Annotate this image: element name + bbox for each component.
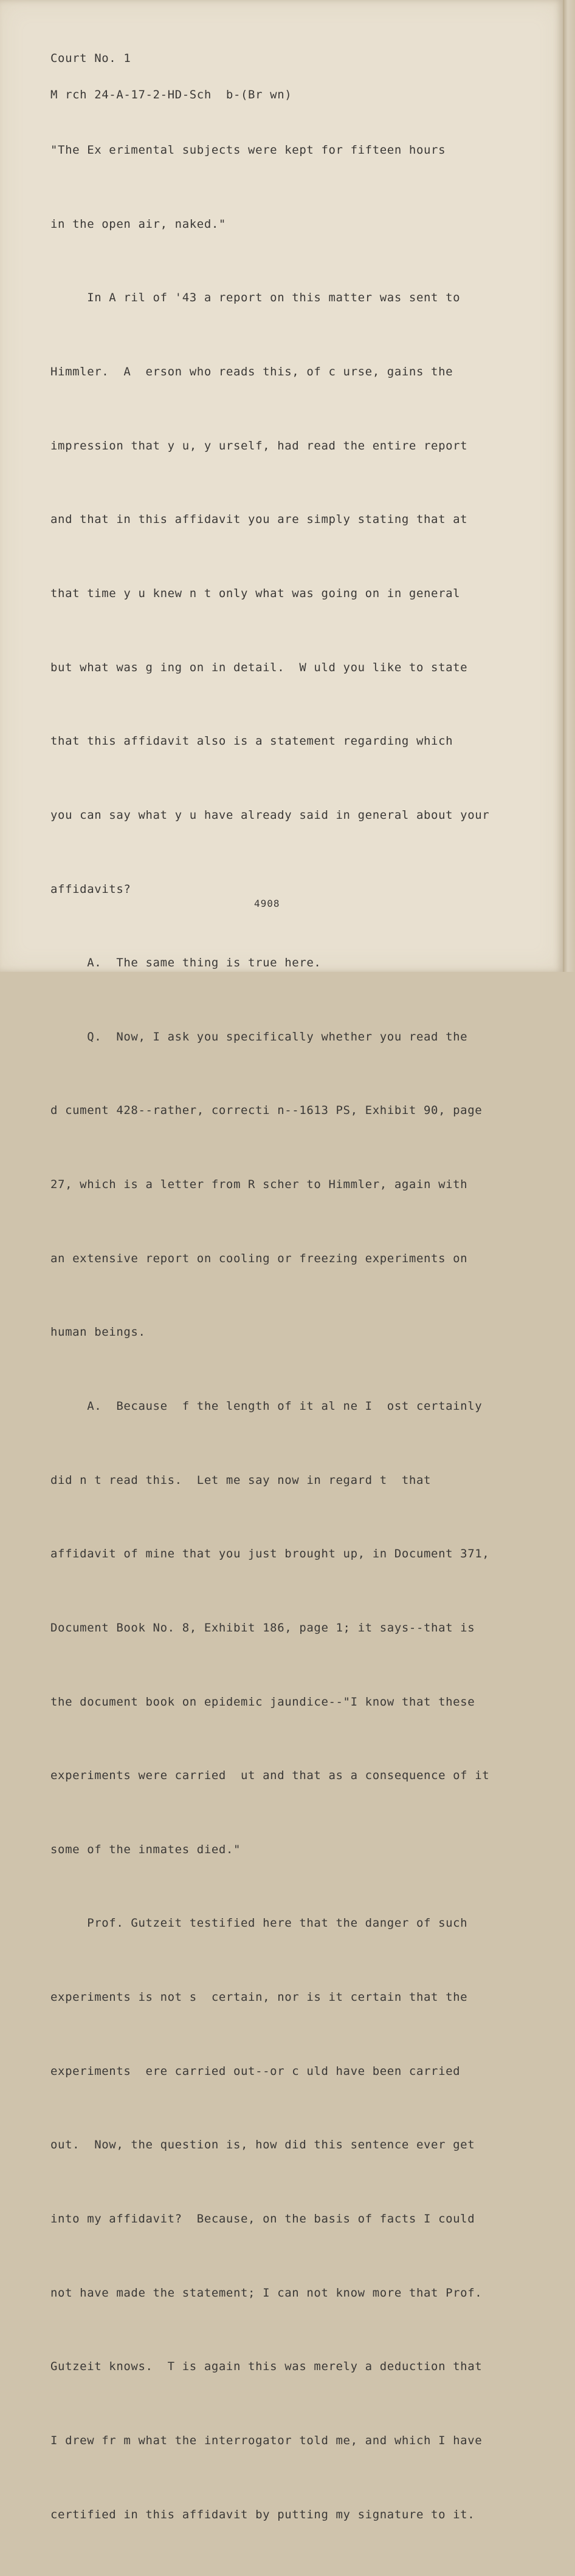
transcript-line: human beings. (50, 1325, 146, 1339)
transcript-line: Gutzeit knows. T is again this was merely a deduction that (50, 2360, 483, 2374)
transcript-line: the document book on epidemic jaundice--"I know that these (50, 1695, 475, 1709)
transcript-line: experiments is not s certain, nor is it certain that the (50, 1990, 468, 2004)
transcript-line: but what was g ing on in detail. W uld you like to state (50, 660, 468, 674)
transcript-line: Himmler. A erson who reads this, of c urse, gains the (50, 365, 453, 379)
transcript-line: In A ril of '43 a report on this matter was sent to (50, 291, 461, 305)
paper-edge (563, 0, 575, 972)
transcript-line: experiments were carried ut and that as a consequence of it (50, 1769, 490, 1783)
transcript-line: A. Because f the length of it al ne I ost certainly (50, 1399, 483, 1413)
transcript-line: experiments ere carried out--or c uld have been carried (50, 2064, 461, 2078)
transcript-line: into my affidavit? Because, on the basis of facts I could (50, 2212, 475, 2226)
transcript-line: and that in this affidavit you are simply stating that at (50, 513, 468, 527)
transcript-line: Document Book No. 8, Exhibit 186, page 1; it says--that is (50, 1621, 475, 1635)
transcript-line: Prof. Gutzeit testified here that the danger of such (50, 1916, 468, 1930)
transcript-line: in the open air, naked." (50, 217, 226, 231)
transcript-line: did n t read this. Let me say now in regard t that (50, 1473, 432, 1487)
transcript-line: I drew fr m what the interrogator told me, and which I have (50, 2433, 483, 2447)
transcript-line: an extensive report on cooling or freezing experiments on (50, 1251, 468, 1265)
transcript-line: certified in this affidavit by putting my signature to it. (50, 2507, 475, 2521)
session-reference: M rch 24-A-17-2-HD-Sch b-(Br wn) (50, 88, 292, 101)
transcript-line: that this affidavit also is a statement regarding which (50, 734, 453, 748)
transcript-line: out. Now, the question is, how did this sentence ever get (50, 2138, 475, 2152)
transcript-line: that time y u knew n t only what was going on in general (50, 586, 461, 600)
transcript-line: not have made the statement; I can not know more that Prof. (50, 2286, 483, 2300)
transcript-line: affidavit of mine that you just brought up, in Document 371, (50, 1547, 490, 1561)
transcript-line: Q. Now, I ask you specifically whether you read the (50, 1030, 468, 1044)
transcript-line: you can say what y u have already said in general about your (50, 808, 490, 822)
transcript-line: 27, which is a letter from R scher to Himmler, again with (50, 1178, 468, 1192)
transcript-line: impression that y u, y urself, had read the entire report (50, 439, 468, 453)
transcript-line: affidavits? (50, 882, 131, 896)
page-number: 4908 (254, 898, 280, 909)
transcript-line: A. The same thing is true here. (50, 956, 322, 970)
transcript-line: "The Ex erimental subjects were kept for fifteen hours (50, 143, 446, 157)
transcript-line: some of the inmates died." (50, 1842, 241, 1856)
transcript-body (50, 89, 489, 2576)
transcript-line: d cument 428--rather, correcti n--1613 PS, Exhibit 90, page (50, 1104, 483, 1118)
court-number: Court No. 1 (50, 52, 131, 65)
